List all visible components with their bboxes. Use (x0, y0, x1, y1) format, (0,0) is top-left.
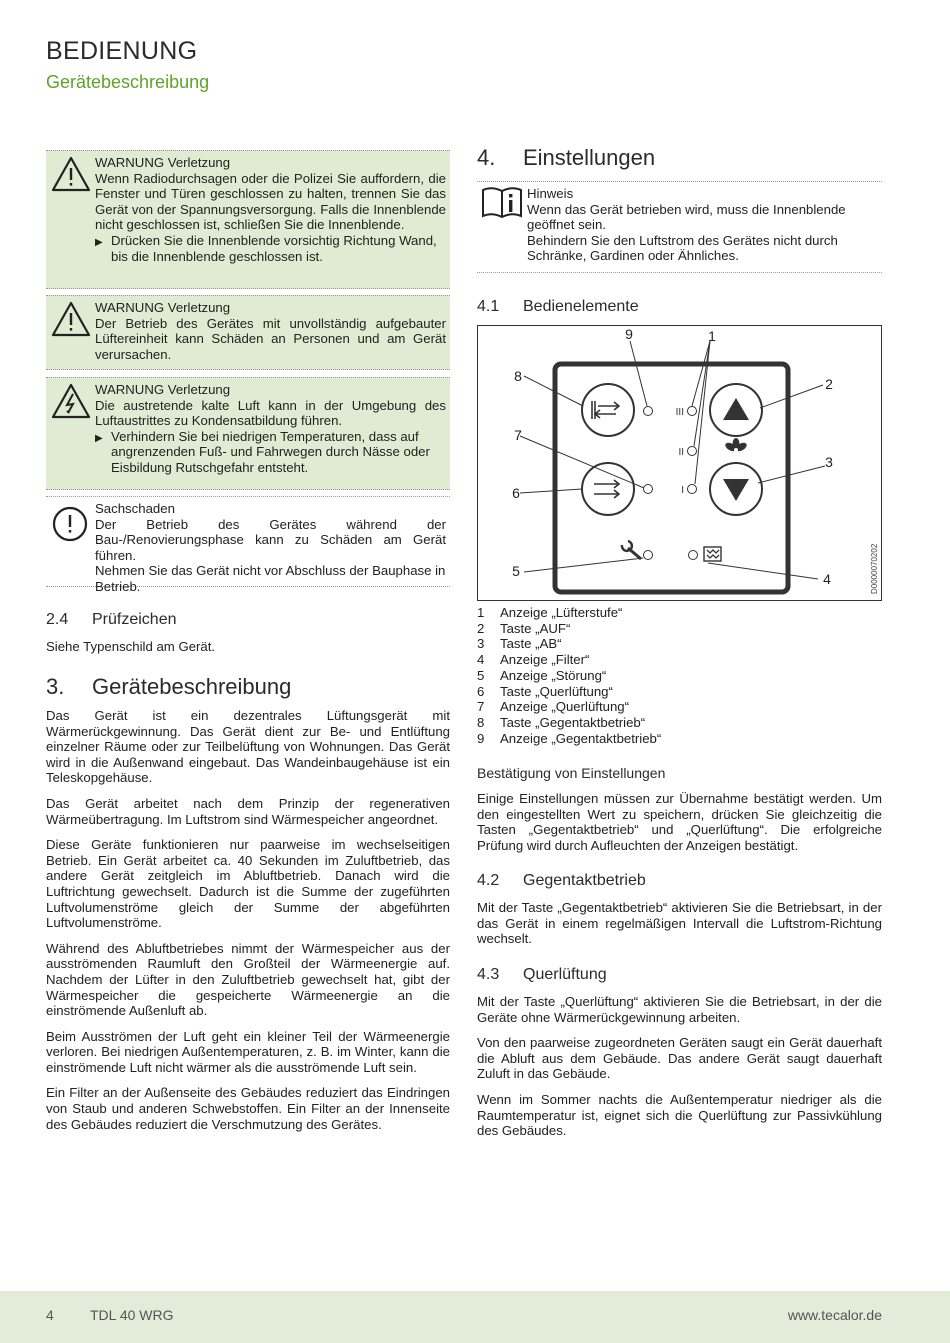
gegentakt-button[interactable] (582, 384, 634, 436)
divider (477, 272, 882, 273)
legend-number: 6 (477, 683, 485, 699)
legend-item (477, 636, 661, 652)
paragraph: Mit der Taste „Querlüftung“ aktivieren Sie die Betriebsart, in der die Geräte ohne Wärmerückgewinnung arbeiten. (477, 994, 882, 1025)
confirm-heading: Bestätigung von Einstellungen (477, 765, 666, 781)
step-arrow-icon: ▶ (95, 432, 103, 444)
paragraph: Das Gerät arbeitet nach dem Prinzip der regenerativen Wärmeübertragung. Im Luftstrom sind Wärmespeicher angeordnet. (46, 795, 450, 827)
legend-item (477, 652, 661, 668)
warning-text: Wenn Radiodurchsagen oder die Polizei Sie auffordern, die Fenster und Türen geschlossen zu halten, trennen Sie das Gerät von der Spannungsversorgung. Falls die Innenblende nicht geschlossen ist, schließen Sie die Innenblende. (95, 170, 446, 233)
led-level-1 (688, 485, 697, 494)
arrow-down-icon (723, 479, 749, 501)
damage-text-1: Der Betrieb des Gerätes während der Bau-/Renovierungsphase kann zu Schäden am Gerät führen. (95, 516, 446, 563)
note-title: Hinweis (527, 186, 574, 201)
damage-notice (46, 496, 450, 594)
warning-icon (51, 155, 91, 193)
ab-button[interactable] (710, 463, 762, 515)
note-text-2: Behindern Sie den Luftstrom des Gerätes nicht durch Schränke, Gardinen oder Ähnliches. (527, 232, 838, 264)
legend-text: Anzeige „Lüfterstufe“ (500, 605, 623, 620)
info-book-icon (481, 186, 523, 220)
legend-text: Anzeige „Querlüftung“ (500, 699, 630, 715)
legend-item (477, 668, 661, 684)
parallel-arrows-icon (594, 480, 619, 498)
warning-icon (51, 300, 91, 338)
legend-number: 1 (477, 605, 485, 620)
paragraph: Ein Filter an der Außenseite des Gebäudes reduziert das Eindringen von Staub und anderen Schwebstoffen. Ein Filter an der Innenseite des Gebäudes reduziert die Verschmutzung des Gerätes. (46, 1085, 450, 1132)
document-name: TDL 40 WRG (90, 1307, 174, 1323)
callout-number: 4 (823, 571, 831, 587)
note-box (477, 186, 882, 272)
auf-button[interactable] (710, 384, 762, 436)
legend-number: 4 (477, 652, 485, 668)
querlueftung-button[interactable] (582, 463, 634, 515)
warning-title: WARNUNG Verletzung (95, 300, 231, 315)
section-heading-2-4: 2.4 Prüfzeichen (46, 611, 177, 628)
warning-text: Die austretende kalte Luft kann in der Umgebung des Luftaustrittes zu Kondensatbildung führen. (95, 397, 446, 429)
callout-number: 6 (512, 485, 520, 501)
legend-number: 2 (477, 620, 485, 636)
legend-item (477, 605, 661, 621)
led-querlueftung (644, 485, 653, 494)
legend-text: Taste „Querlüftung“ (500, 683, 613, 699)
section-heading-4-2: 4.2 Gegentaktbetrieb (477, 872, 646, 889)
website-link[interactable]: www.tecalor.de (787, 1307, 882, 1323)
section-heading-4-3: 4.3 Querlüftung (477, 966, 607, 983)
led-filter (689, 551, 698, 560)
figure-code: D0000070202 (870, 543, 879, 594)
legend-item (477, 699, 661, 715)
exclamation-circle-icon (51, 505, 89, 543)
level-label: II (678, 447, 684, 458)
led-level-3 (688, 407, 697, 416)
divider (477, 181, 882, 182)
legend-number: 8 (477, 714, 485, 730)
led-gegentakt (644, 407, 653, 416)
arrow-up-icon (723, 398, 749, 420)
warning-text: Der Betrieb des Gerätes mit unvollständig aufgebauter Lüftereinheit kann Schäden an Personen und am Gerät verursachen. (95, 315, 446, 362)
section-heading-4-1: 4.1 Bedienelemente (477, 298, 639, 315)
step-arrow-icon: ▶ (95, 236, 103, 248)
alternating-arrows-icon (592, 401, 619, 419)
paragraph: Das Gerät ist ein dezentrales Lüftungsgerät mit Wärmerückgewinnung. Das Gerät dient zur Be- und Entlüftung einzelner Räume oder zur Teilbelüftung von Wohnungen. Das Gerät wird in die Außenwand eingebaut. Das Wandeinbaugehäuse ist ein Teleskopgehäuse. (46, 708, 450, 786)
section-text-2-4: Siehe Typenschild am Gerät. (46, 639, 216, 654)
note-text-1: Wenn das Gerät betrieben wird, muss die Innenblende geöffnet sein. (527, 201, 846, 233)
filter-icon (704, 547, 721, 561)
warning-title: WARNUNG Verletzung (95, 155, 231, 170)
level-label: III (675, 407, 684, 418)
paragraph: Während des Abluftbetriebes nimmt der Wärmespeicher aus der ausströmenden Raumluft den Großteil der Wärmeenergie auf. Nachdem der Lüfter in den Zuluftbetrieb gewechselt hat, gibt der Wärmespeicher die gespeicherte Wärmeenergie an die einströmende Außenluft ab. (46, 940, 450, 1019)
legend-text: Anzeige „Gegentaktbetrieb“ (500, 730, 662, 746)
paragraph: Von den paarweise zugeordneten Geräten saugt ein Gerät dauerhaft die Abluft aus dem Gebäude. Das andere Gerät saugt dauerhaft Zuluft in das Gebäude. (477, 1035, 882, 1082)
legend-item (477, 715, 661, 731)
legend-number: 9 (477, 730, 485, 746)
led-level-2 (688, 447, 697, 456)
legend-item (477, 621, 661, 637)
legend-text: Taste „AB“ (500, 636, 562, 652)
legend-item (477, 731, 661, 747)
electric-warning-icon (51, 382, 91, 420)
control-panel-figure (477, 325, 882, 601)
callout-number: 5 (512, 563, 520, 579)
callout-number: 8 (514, 368, 522, 384)
warning-step: Verhindern Sie bei niedrigen Temperaturen, dass auf angrenzenden Fuß- und Fahrwegen durch Nässe oder Eisbildung Rutschgefahr entsteht. (111, 428, 430, 475)
damage-text-2: Nehmen Sie das Gerät nicht vor Abschluss der Bauphase in Betrieb. (95, 563, 446, 594)
warning-box-1 (46, 150, 450, 289)
warning-box-3 (46, 377, 450, 490)
legend-number: 5 (477, 667, 485, 683)
legend-text: Anzeige „Filter“ (500, 652, 590, 668)
legend-text: Taste „Gegentaktbetrieb“ (500, 714, 646, 730)
damage-title: Sachschaden (95, 501, 175, 516)
legend-text: Anzeige „Störung“ (500, 667, 607, 683)
led-stoerung (644, 551, 653, 560)
fan-icon (724, 438, 748, 453)
section-heading-4: 4. Einstellungen (477, 145, 656, 170)
level-label: I (681, 485, 684, 496)
section-text-4-2: Mit der Taste „Gegentaktbetrieb“ aktivieren Sie die Betriebsart, in der das Gerät in einem regelmäßigen Intervall die Luftstrom-Richtung wechselt. (477, 900, 882, 947)
header-subtitle: Gerätebeschreibung (46, 72, 210, 92)
callout-number: 9 (625, 326, 633, 342)
confirm-text: Einige Einstellungen müssen zur Übernahme bestätigt werden. Um den eingestellten Wert zu speichern, drücken Sie gleichzeitig die Tasten „Gegentaktbetrieb“ und „Querlüftung“. Die erfolgreiche Prüfung wird durch Aufleuchten der Anzeigen bestätigt. (477, 791, 882, 853)
section-heading-3: 3. Gerätebeschreibung (46, 674, 292, 699)
legend-item (477, 684, 661, 700)
warning-title: WARNUNG Verletzung (95, 382, 231, 397)
figure-legend (477, 605, 661, 746)
header-title: BEDIENUNG (46, 37, 198, 65)
paragraph: Wenn im Sommer nachts die Außentemperatur niedriger als die Raumtemperatur ist, eignet sich die Querlüftung zur Passivkühlung des Gebäudes. (477, 1091, 882, 1139)
paragraph: Diese Geräte funktionieren nur paarweise im wechselseitigen Betrieb. Ein Gerät arbeitet ca. 40 Sekunden im Zuluftbetrieb, das andere Gerät zeitgleich im Abluftbetrieb. Danach wird die Luftrichtung gewechselt. Dadurch ist die Summe der zugeführten Luftvolumenströme gleich der Summe der abgeführten Luftvolumenströme. (46, 837, 450, 931)
page-footer (0, 1291, 950, 1343)
legend-number: 3 (477, 636, 485, 652)
legend-number: 7 (477, 699, 485, 715)
page-number: 4 (46, 1307, 54, 1323)
warning-step: Drücken Sie die Innenblende vorsichtig Richtung Wand, bis die Innenblende geschlossen ist. (111, 232, 437, 264)
callout-number: 2 (825, 376, 833, 392)
paragraph: Beim Ausströmen der Luft geht ein kleiner Teil der Wärmeenergie verloren. Bei niedrigen Außentemperaturen, z. B. im Winter, kann die einströmende Luft nicht wärmer als die ausströmende Luft sein. (46, 1028, 450, 1075)
wrench-icon (622, 541, 641, 559)
section-body-3 (46, 708, 450, 1142)
legend-text: Taste „AUF“ (500, 620, 571, 636)
callout-number: 7 (514, 427, 522, 443)
section-body-4-3 (477, 994, 882, 1149)
warning-box-2 (46, 295, 450, 370)
callout-number: 1 (708, 328, 716, 344)
callout-number: 3 (825, 454, 833, 470)
